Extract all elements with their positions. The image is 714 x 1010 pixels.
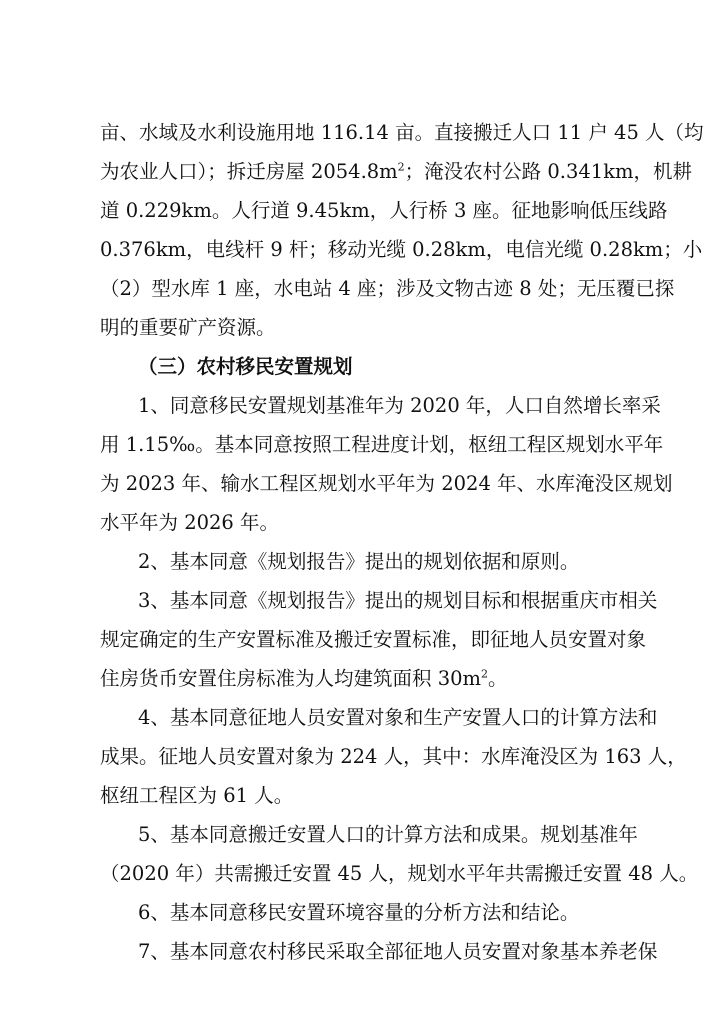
superscript: 2	[481, 667, 489, 681]
paragraph-5-line: 5、基本同意搬迁安置人口的计算方法和成果。规划基准年	[138, 823, 638, 846]
superscript: 2	[397, 160, 405, 174]
text-line: 成果。征地人员安置对象为 224 人，其中：水库淹没区为 163 人，	[100, 745, 687, 768]
paragraph-2-line: 2、基本同意《规划报告》提出的规划依据和原则。	[138, 550, 580, 573]
paragraph-1-line: 1、同意移民安置规划基准年为 2020 年，人口自然增长率采	[138, 394, 661, 417]
paragraph-3-line: 3、基本同意《规划报告》提出的规划目标和根据重庆市相关	[138, 589, 658, 612]
text-line: 住房货币安置住房标准为人均建筑面积 $30m^2$。	[100, 667, 508, 690]
text-line: （2020 年）共需搬迁安置 45 人，规划水平年共需搬迁安置 48 人。	[100, 862, 699, 885]
text-line: 为农业人口）；拆迁房屋 $2054.8m^2$；淹没农村公路 0.341km，机耕	[100, 160, 693, 183]
paragraph-4-line: 4、基本同意征地人员安置对象和生产安置人口的计算方法和	[138, 706, 658, 729]
paragraph-6-line: 6、基本同意移民安置环境容量的分析方法和结论。	[138, 901, 580, 924]
text-line: 为 2023 年、输水工程区规划水平年为 2024 年、水库淹没区规划	[100, 472, 673, 495]
text-line: 亩、水域及水利设施用地 116.14 亩。直接搬迁人口 11 户 45 人（均	[100, 121, 704, 144]
text-line: （2）型水库 1 座，水电站 4 座；涉及文物古迹 8 处；无压覆已探	[100, 277, 675, 300]
section-heading: （三）农村移民安置规划	[138, 355, 353, 378]
text-line: 道 0.229km。人行道 9.45km，人行桥 3 座。征地影响低压线路	[100, 199, 668, 222]
paragraph-7-line: 7、基本同意农村移民采取全部征地人员安置对象基本养老保	[138, 940, 658, 963]
document-body	[100, 113, 704, 971]
text-line: 枢纽工程区为 61 人。	[100, 784, 294, 807]
text-line: 明的重要矿产资源。	[100, 316, 276, 339]
text-line: 0.376km，电线杆 9 杆；移动光缆 0.28km，电信光缆 0.28km；小	[100, 238, 703, 261]
text-line: 水平年为 2026 年。	[100, 511, 280, 534]
text-line: 规定确定的生产安置标准及搬迁安置标准，即征地人员安置对象	[100, 628, 647, 651]
text-line: 用 1.15‰。基本同意按照工程进度计划，枢纽工程区规划水平年	[100, 433, 664, 456]
